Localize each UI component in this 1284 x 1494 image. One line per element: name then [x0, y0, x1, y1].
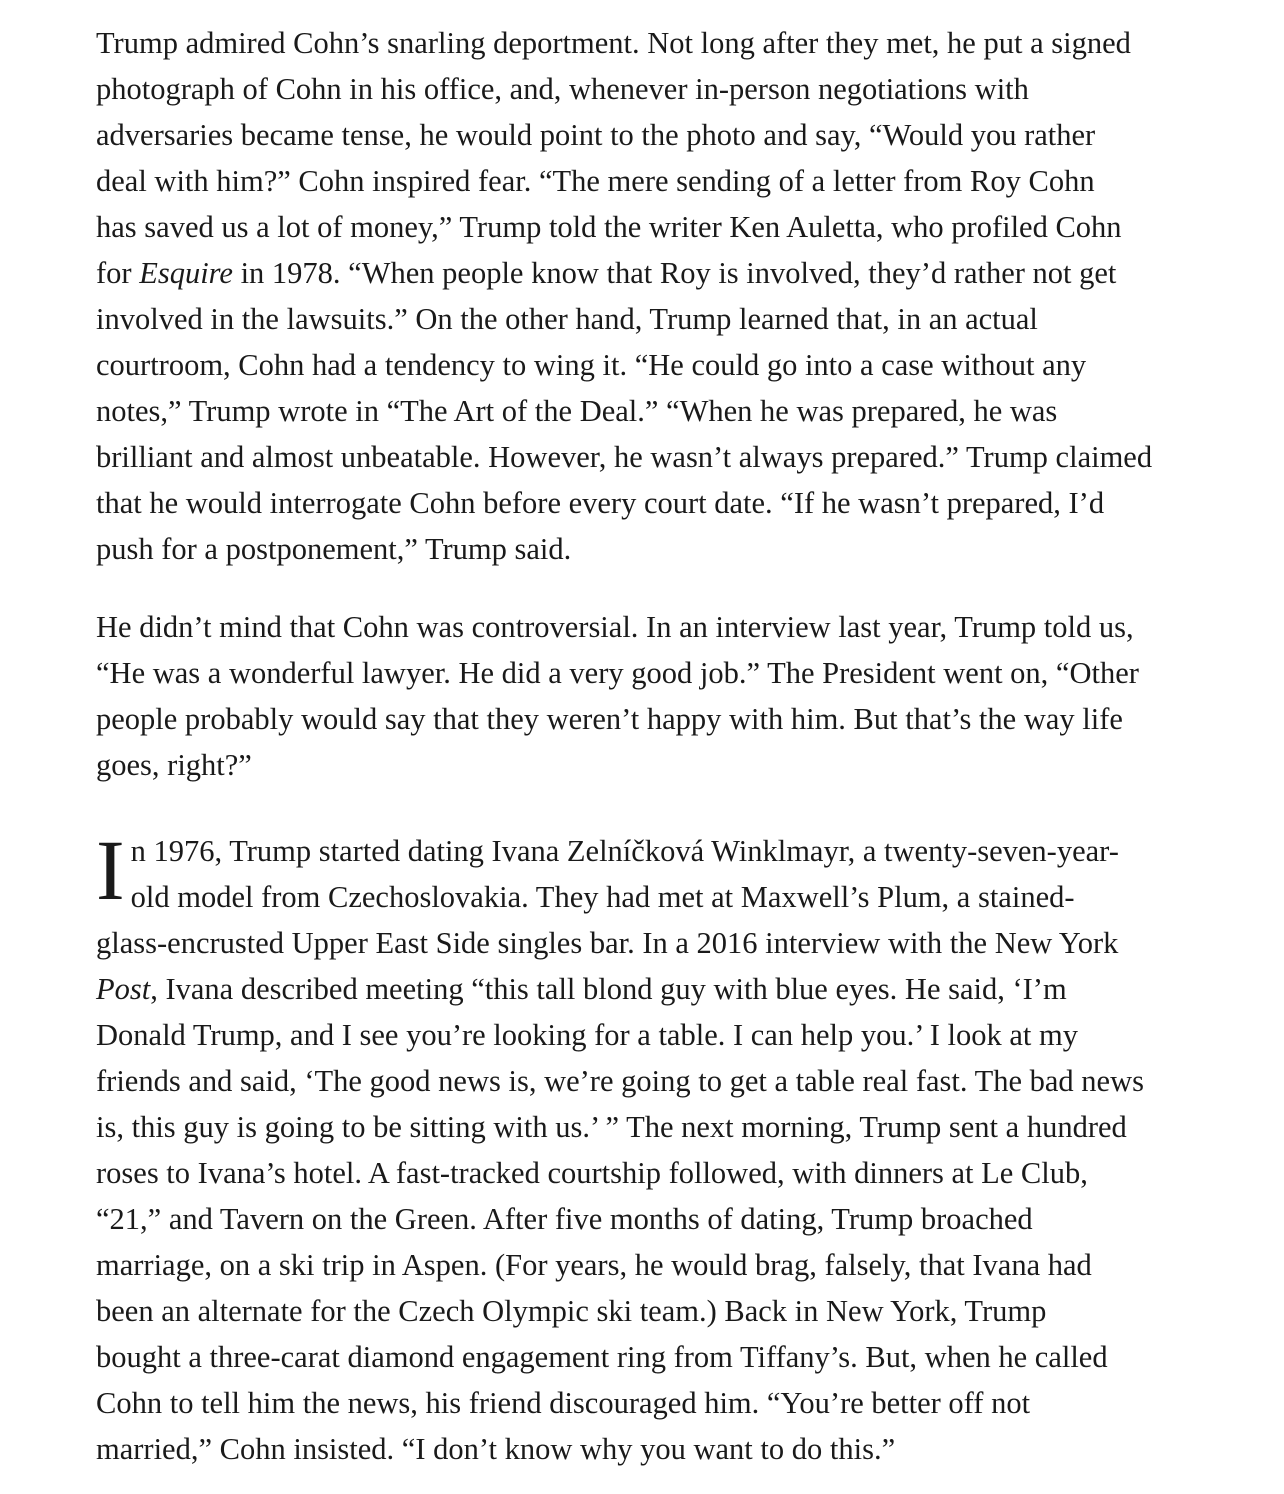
text-line: [96, 112, 1178, 158]
text-run: for: [96, 256, 140, 290]
text-line: [96, 434, 1178, 480]
text-line: [96, 204, 1178, 250]
text-run: photograph of Cohn in his office, and, whenever in-person negotiations with: [96, 72, 1029, 106]
text-line: [96, 920, 1178, 966]
text-run: been an alternate for the Czech Olympic ski team.) Back in New York, Trump: [96, 1294, 1047, 1328]
text-run: old model from Czechoslovakia. They had met at Maxwell’s Plum, a stained-: [130, 880, 1075, 914]
text-run: Cohn to tell him the news, his friend discouraged him. “You’re better off not: [96, 1386, 1031, 1420]
text-line: [96, 526, 1178, 572]
text-run: marriage, on a ski trip in Aspen. (For years, he would brag, falsely, that Ivana had: [96, 1248, 1092, 1282]
italic-title: Esquire: [139, 256, 233, 290]
text-run: deal with him?” Cohn inspired fear. “The mere sending of a letter from Roy Cohn: [96, 164, 1095, 198]
article-body: [96, 20, 1178, 1472]
text-line: [96, 66, 1178, 112]
text-line: [96, 742, 1178, 788]
article-paragraph: [96, 604, 1178, 788]
text-line: [96, 1426, 1178, 1472]
article-paragraph: [96, 20, 1178, 572]
text-line: [96, 158, 1178, 204]
text-run: has saved us a lot of money,” Trump told the writer Ken Auletta, who profiled Cohn: [96, 210, 1122, 244]
text-line: [96, 828, 1178, 874]
drop-cap: I: [96, 822, 125, 918]
text-run: push for a postponement,” Trump said.: [96, 532, 572, 566]
text-line: [96, 874, 1178, 920]
text-run: , Ivana described meeting “this tall blond guy with blue eyes. He said, ‘I’m: [150, 972, 1067, 1006]
text-line: [96, 1104, 1178, 1150]
text-run: people probably would say that they weren’t happy with him. But that’s the way life: [96, 702, 1123, 736]
text-run: brilliant and almost unbeatable. However, he wasn’t always prepared.” Trump claimed: [96, 440, 1153, 474]
text-run: roses to Ivana’s hotel. A fast-tracked courtship followed, with dinners at Le Club,: [96, 1156, 1088, 1190]
text-run: goes, right?”: [96, 748, 252, 782]
text-line: [96, 966, 1178, 1012]
text-line: [96, 388, 1178, 434]
text-line: [96, 1012, 1178, 1058]
text-line: [96, 604, 1178, 650]
text-run: that he would interrogate Cohn before every court date. “If he wasn’t prepared, I’d: [96, 486, 1105, 520]
text-run: married,” Cohn insisted. “I don’t know why you want to do this.”: [96, 1432, 896, 1466]
text-run: n 1976, Trump started dating Ivana Zelníčková Winklmayr, a twenty-seven-year-: [130, 834, 1119, 868]
text-run: adversaries became tense, he would point to the photo and say, “Would you rather: [96, 118, 1096, 152]
text-line: [96, 250, 1178, 296]
text-run: is, this guy is going to be sitting with us.’ ” The next morning, Trump sent a hundred: [96, 1110, 1127, 1144]
text-run: friends and said, ‘The good news is, we’re going to get a table real fast. The bad news: [96, 1064, 1144, 1098]
text-line: [96, 1288, 1178, 1334]
text-run: in 1978. “When people know that Roy is involved, they’d rather not get: [232, 256, 1117, 290]
text-run: bought a three-carat diamond engagement ring from Tiffany’s. But, when he called: [96, 1340, 1108, 1374]
text-run: He didn’t mind that Cohn was controversial. In an interview last year, Trump told us,: [96, 610, 1134, 644]
text-line: [96, 480, 1178, 526]
text-line: [96, 1196, 1178, 1242]
text-run: involved in the lawsuits.” On the other hand, Trump learned that, in an actual: [96, 302, 1038, 336]
text-line: [96, 650, 1178, 696]
text-run: glass-encrusted Upper East Side singles bar. In a 2016 interview with the New York: [96, 926, 1119, 960]
text-run: “21,” and Tavern on the Green. After five months of dating, Trump broached: [96, 1202, 1033, 1236]
text-line: [96, 342, 1178, 388]
text-line: [96, 1334, 1178, 1380]
text-line: [96, 696, 1178, 742]
text-line: [96, 1380, 1178, 1426]
text-line: [96, 20, 1178, 66]
text-run: notes,” Trump wrote in “The Art of the Deal.” “When he was prepared, he was: [96, 394, 1058, 428]
text-run: courtroom, Cohn had a tendency to wing it. “He could go into a case without any: [96, 348, 1087, 382]
italic-title: Post: [96, 972, 151, 1006]
text-run: “He was a wonderful lawyer. He did a very good job.” The President went on, “Other: [96, 656, 1139, 690]
text-line: [96, 1058, 1178, 1104]
text-line: [96, 296, 1178, 342]
text-run: Trump admired Cohn’s snarling deportment. Not long after they met, he put a signed: [96, 26, 1131, 60]
text-run: Donald Trump, and I see you’re looking for a table. I can help you.’ I look at my: [96, 1018, 1078, 1052]
text-line: [96, 1242, 1178, 1288]
text-line: [96, 1150, 1178, 1196]
article-paragraph: [96, 822, 1178, 1472]
